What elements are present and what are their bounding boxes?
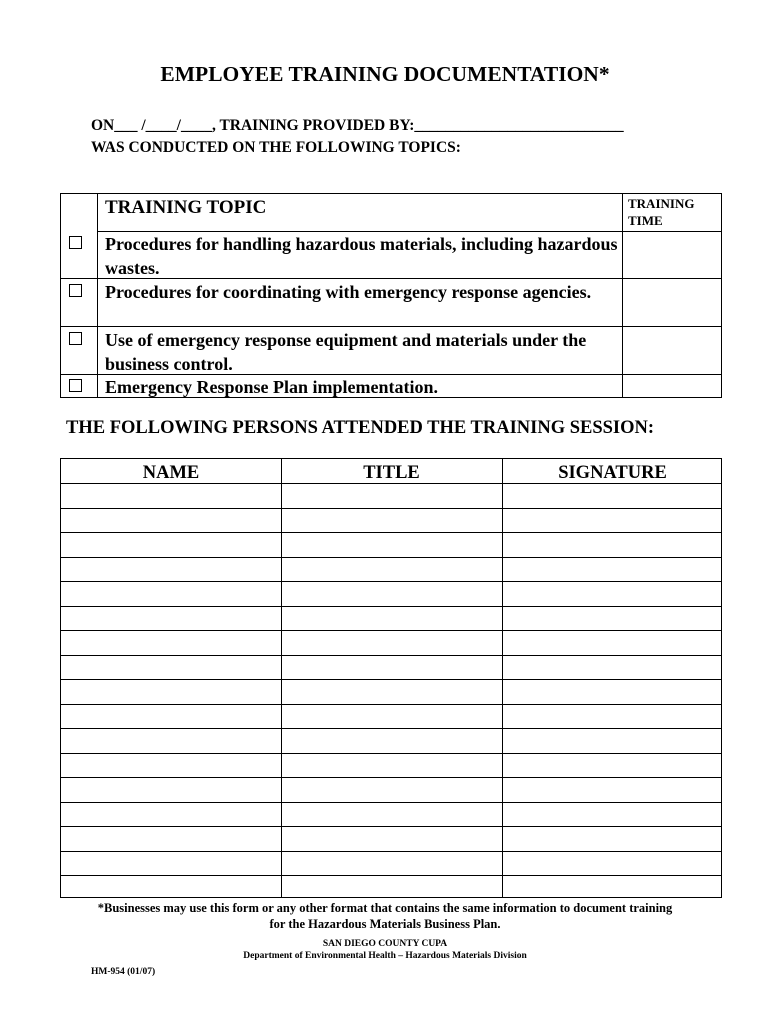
training-topic-header: TRAINING TOPIC: [105, 197, 267, 218]
table-row[interactable]: [61, 483, 721, 484]
topic-label: Emergency Response Plan implementation.: [105, 377, 438, 397]
topic-checkbox[interactable]: [69, 379, 82, 392]
table-row[interactable]: [61, 753, 721, 754]
attendance-table: [60, 458, 722, 898]
footnote-line-2: for the Hazardous Materials Business Plan.: [269, 917, 501, 931]
agency-division: Department of Environmental Health – Hazardous Materials Division: [243, 951, 527, 961]
topic-label: Use of emergency response equipment and materials under the business control.: [105, 330, 587, 374]
table-row[interactable]: [61, 704, 721, 705]
column-divider: [502, 459, 503, 897]
topic-checkbox[interactable]: [69, 284, 82, 297]
table-row[interactable]: [61, 532, 721, 533]
document-title: EMPLOYEE TRAINING DOCUMENTATION*: [160, 62, 610, 86]
attendance-heading: THE FOLLOWING PERSONS ATTENDED THE TRAINING SESSION:: [66, 418, 655, 438]
topic-checkbox[interactable]: [69, 332, 82, 345]
title-column-header: TITLE: [363, 463, 420, 483]
training-topics-table: [60, 193, 722, 398]
topic-label: Procedures for handling hazardous materials, including hazardous wastes.: [105, 234, 618, 278]
table-row[interactable]: [61, 826, 721, 827]
training-time-header: TRAINING TIME: [628, 196, 695, 228]
signature-column-header: SIGNATURE: [558, 463, 667, 483]
form-number: HM-954 (01/07): [91, 967, 156, 977]
column-divider: [281, 459, 282, 897]
table-row[interactable]: [61, 851, 721, 852]
table-row[interactable]: [61, 728, 721, 729]
table-row[interactable]: [61, 630, 721, 631]
date-provider-line: ON___ /____/____, TRAINING PROVIDED BY:___________________________: [91, 117, 624, 134]
table-row[interactable]: [61, 557, 721, 558]
table-row[interactable]: [61, 875, 721, 876]
column-divider: [97, 194, 98, 397]
table-row[interactable]: [61, 679, 721, 680]
table-row[interactable]: [61, 802, 721, 803]
table-row[interactable]: [61, 581, 721, 582]
footnote-line-1: *Businesses may use this form or any other format that contains the same information to document training: [97, 901, 673, 915]
topics-intro-line: WAS CONDUCTED ON THE FOLLOWING TOPICS:: [91, 139, 461, 156]
name-column-header: NAME: [142, 463, 200, 483]
table-row[interactable]: [61, 606, 721, 607]
table-row[interactable]: [61, 777, 721, 778]
agency-name: SAN DIEGO COUNTY CUPA: [322, 939, 448, 949]
topic-checkbox[interactable]: [69, 236, 82, 249]
topic-label: Procedures for coordinating with emergency response agencies.: [105, 282, 592, 302]
row-divider: [61, 326, 721, 327]
table-row[interactable]: [61, 508, 721, 509]
table-row[interactable]: [61, 655, 721, 656]
